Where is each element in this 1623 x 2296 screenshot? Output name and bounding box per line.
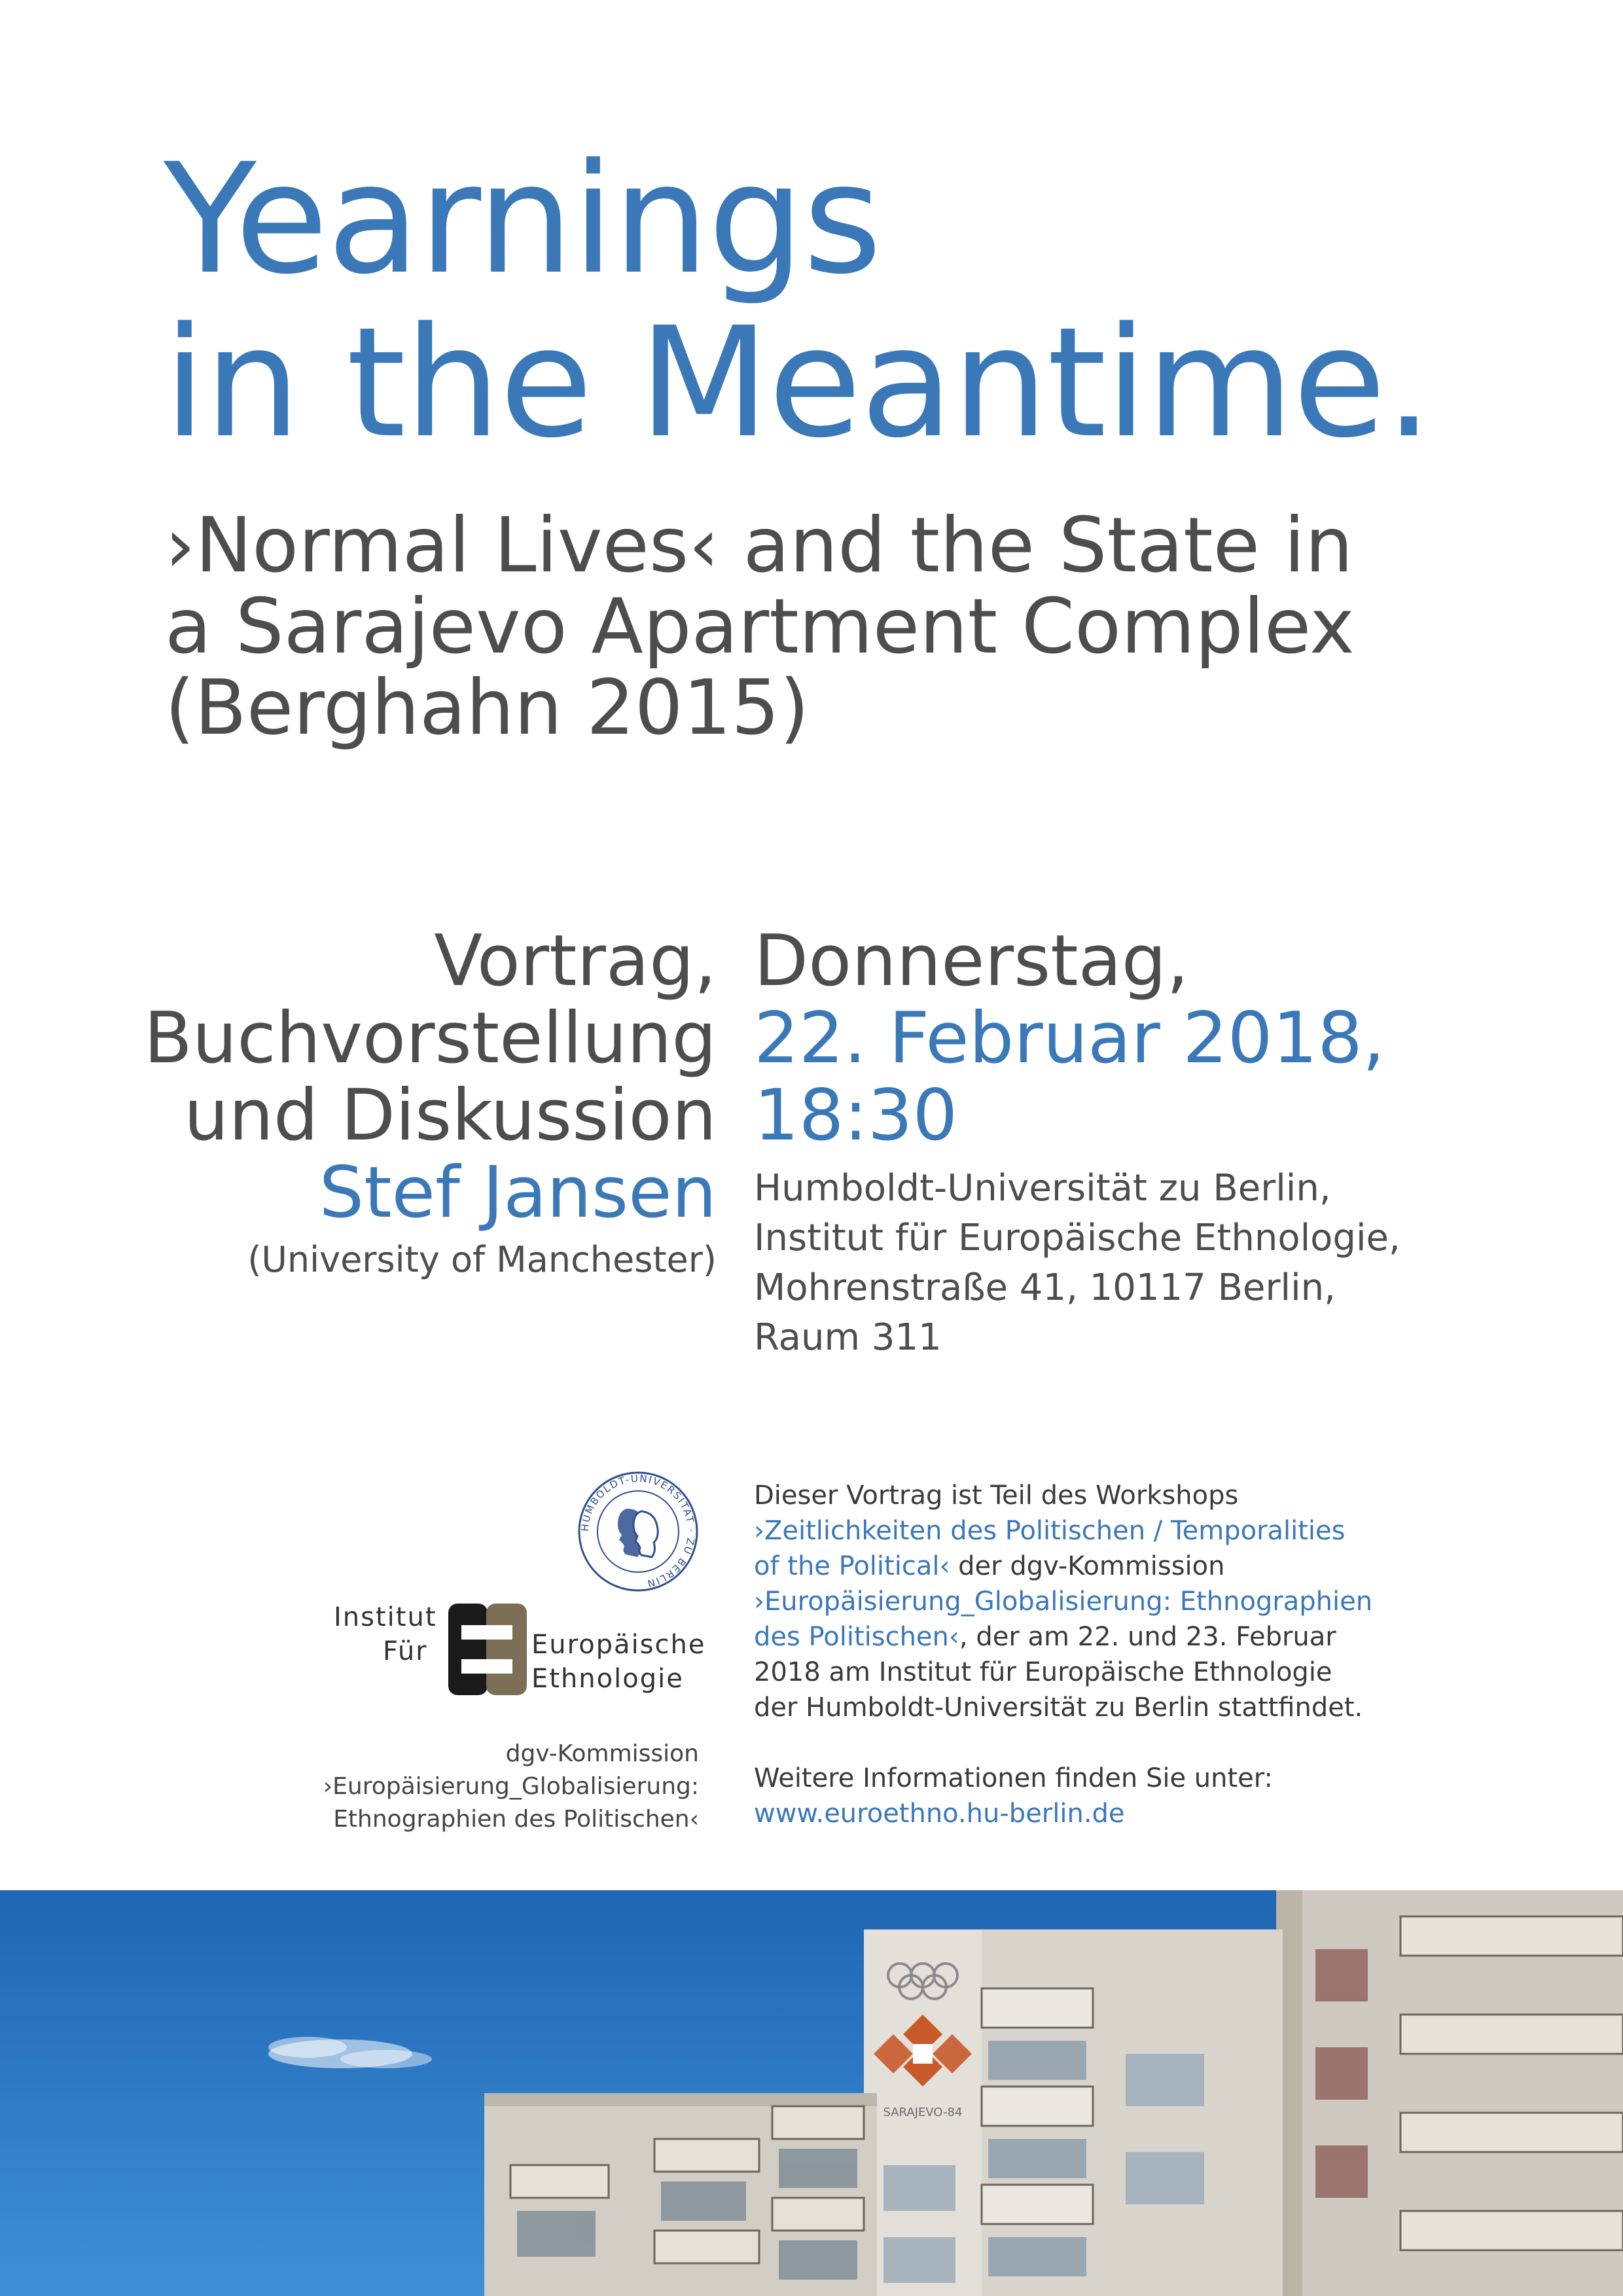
title-line-1: Yearnings [164, 131, 881, 308]
poster-subtitle [165, 501, 1539, 752]
info-line-5-rest: , der am 22. und 23. Februar [959, 1622, 1336, 1652]
iee-logo-word-ethnologie: Ethnologie [531, 1664, 684, 1694]
event-day: Donnerstag, [754, 920, 1189, 1002]
workshop-title-link-2[interactable]: of the Political‹ [754, 1551, 950, 1581]
info-line-3-rest: der dgv-Kommission [950, 1551, 1225, 1581]
event-type-block [143, 920, 717, 1283]
title-line-2: in the Meantime. [164, 295, 1432, 471]
iee-logo-word-europaeische: Europäische [531, 1630, 706, 1660]
event-type-line-1: Vortrag, [434, 920, 717, 1002]
more-info-label: Weitere Informationen finden Sie unter: [754, 1763, 1273, 1793]
event-date: 22. Februar 2018, [754, 997, 1385, 1079]
info-line-5 [754, 1619, 1507, 1655]
info-line-7: der Humboldt-Universität zu Berlin stattfindet. [754, 1693, 1363, 1723]
dgv-line-3: Ethnographien des Politischen‹ [333, 1806, 699, 1833]
info-line-6: 2018 am Institut für Europäische Ethnologie [754, 1657, 1332, 1687]
venue-line-4: Raum 311 [754, 1316, 942, 1359]
subtitle-line-2: a Sarajevo Apartment Complex [165, 583, 1355, 671]
workshop-title-link-1[interactable]: ›Zeitlichkeiten des Politischen / Temporalities [754, 1516, 1346, 1546]
sarajevo-building-photo [0, 1890, 1623, 2296]
seal-text: HUMBOLDT-UNIVERSITÄT · ZU BERLIN [579, 1472, 698, 1590]
event-venue [754, 1164, 1400, 1363]
poster-title [164, 131, 1472, 471]
speaker-affiliation: (University of Manchester) [247, 1239, 717, 1280]
workshop-info [754, 1478, 1507, 1831]
dgv-line-1: dgv-Kommission [505, 1740, 699, 1767]
event-date-block [754, 920, 1400, 1363]
iee-logo-word-fuer: Für [383, 1636, 428, 1666]
subtitle-line-3: (Berghahn 2015) [165, 664, 810, 752]
event-type-line-2: Buchvorstellung [143, 997, 717, 1079]
venue-line-2: Institut für Europäische Ethnologie, [754, 1217, 1400, 1259]
speaker-name: Stef Jansen [319, 1152, 717, 1234]
venue-line-3: Mohrenstraße 41, 10117 Berlin, [754, 1266, 1336, 1309]
dgv-commission-caption [323, 1738, 699, 1836]
website-link[interactable]: www.euroethno.hu-berlin.de [754, 1799, 1125, 1829]
commission-title-link-2[interactable]: des Politischen‹ [754, 1622, 959, 1652]
dgv-line-2: ›Europäisierung_Globalisierung: [323, 1773, 699, 1800]
event-time: 18:30 [754, 1075, 958, 1157]
humboldt-university-seal-logo [576, 1469, 700, 1594]
info-line-1: Dieser Vortrag ist Teil des Workshops [754, 1480, 1239, 1511]
commission-title-link-1[interactable]: ›Europäisierung_Globalisierung: Ethnographien [754, 1587, 1373, 1617]
event-type-line-3: und Diskussion [184, 1075, 717, 1157]
iee-logo-word-institut: Institut [334, 1602, 437, 1632]
venue-line-1: Humboldt-Universität zu Berlin, [754, 1167, 1331, 1210]
sarajevo-84-sign: SARAJEVO-84 [883, 2106, 963, 2119]
info-line-3 [754, 1549, 1507, 1584]
subtitle-line-1: ›Normal Lives‹ and the State in [165, 501, 1353, 590]
